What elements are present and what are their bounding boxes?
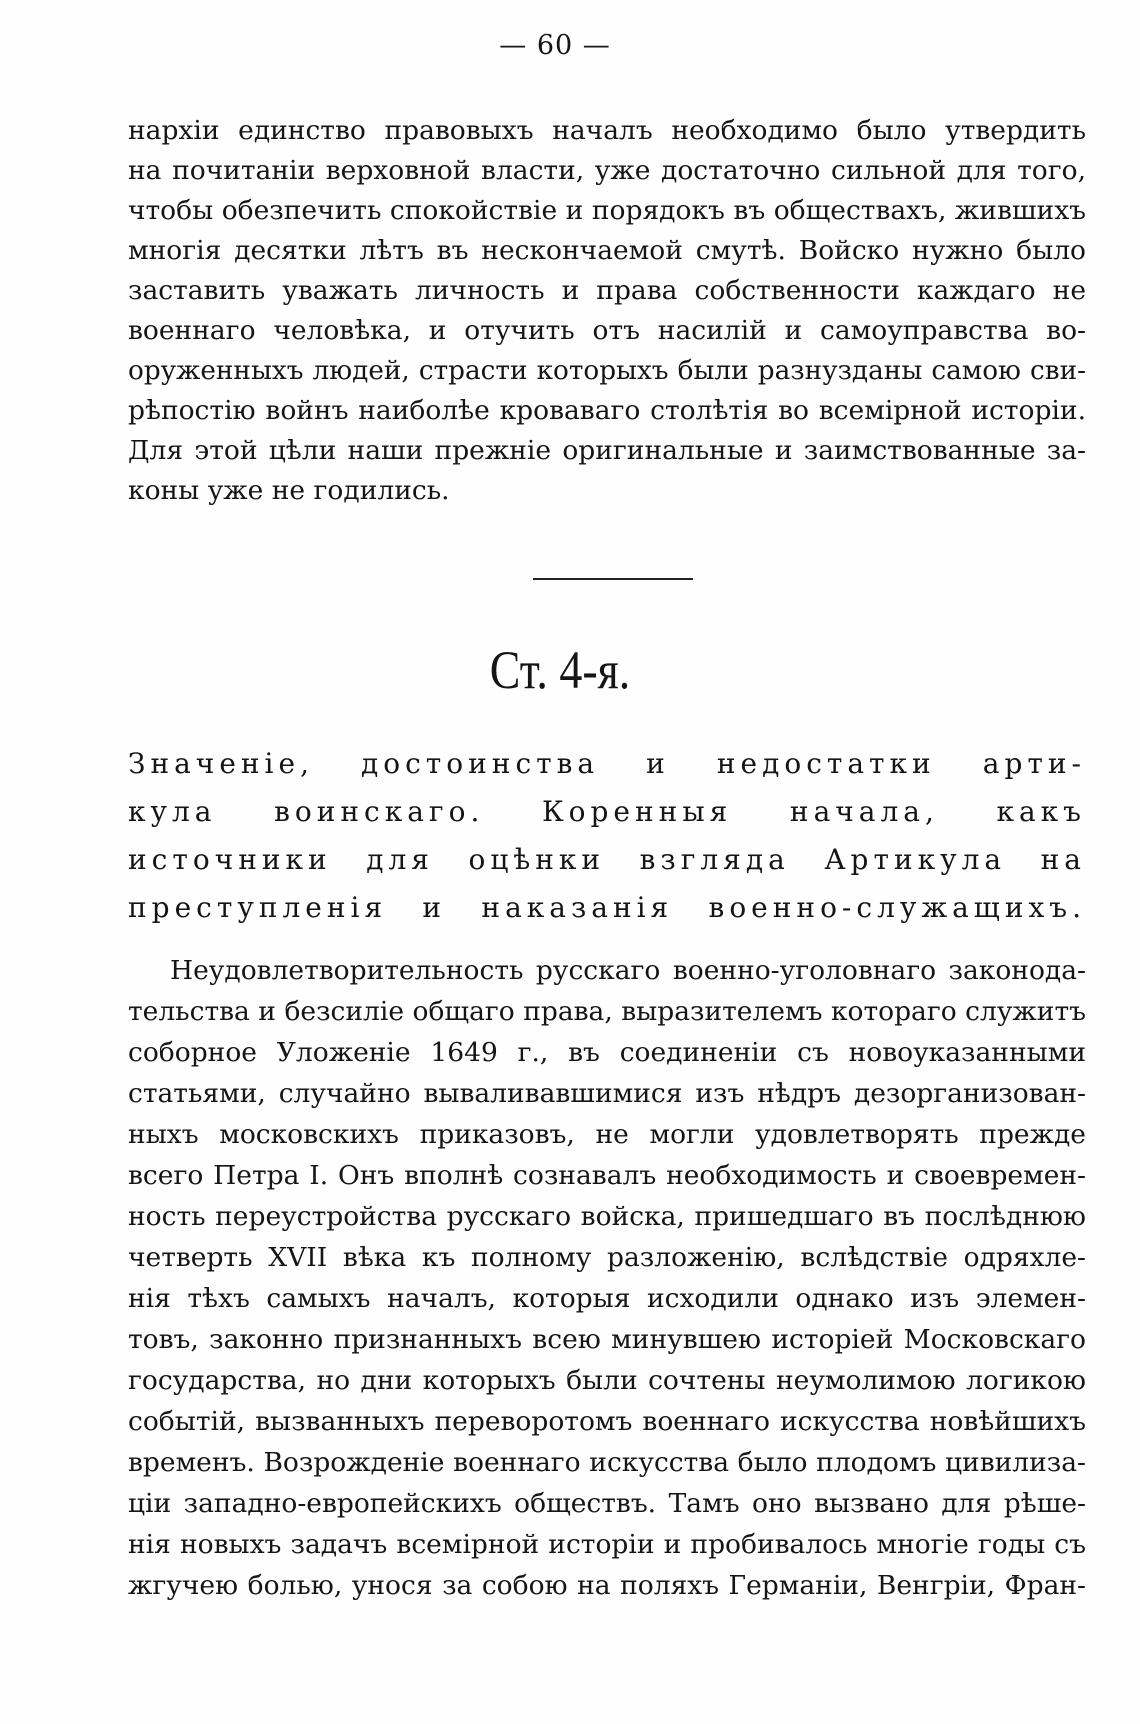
text-line: коны уже не годились. [128,475,450,506]
text-line: тельства и безсиліе общаго права, выразителемъ котораго служитъ [128,996,1086,1027]
text-line: многія десятки лѣтъ въ нескончаемой смутѣ. Войско нужно было [128,235,1086,266]
text-line: четверть XVII вѣка къ полному разложенію, вслѣдствіе одряхле- [128,1242,1086,1273]
text-line: нія тѣхъ самыхъ началъ, которыя исходили однако изъ элемен- [128,1283,1086,1314]
heading-line: источники для оцѣнки взгляда Артикула на [128,843,1086,876]
page-number: — 60 — [499,30,611,61]
continuation-paragraph [128,111,1086,511]
heading-line: кула воинскаго. Коренныя начала, какъ [128,795,1086,828]
text-line: государства, но дни которыхъ были сочтены неумолимою логикою [128,1365,1086,1396]
text-line: товъ, законно признанныхъ всею минувшею исторіей Московскаго [128,1324,1086,1355]
text-line: ность переустройства русскаго войска, пришедшаго въ послѣднюю [128,1201,1086,1232]
text-line: нархіи единство правовыхъ началъ необходимо было утвердить [128,115,1086,146]
text-line: временъ. Возрожденіе военнаго искусства было плодомъ цивилиза- [128,1447,1086,1478]
text-line: на почитаніи верховной власти, уже достаточно сильной для того, [128,155,1086,186]
text-line: ціи западно-европейскихъ обществъ. Тамъ оно вызвано для рѣше- [128,1488,1086,1519]
text-line: событій, вызванныхъ переворотомъ военнаго искусства новѣйшихъ [128,1406,1086,1437]
text-line: статьями, случайно вываливавшимися изъ нѣдръ дезорганизован- [128,1078,1086,1109]
body-paragraph [128,950,1086,1606]
heading-line: Значеніе, достоинства и недостатки арти- [128,747,1086,780]
text-line: соборное Уложеніе 1649 г., въ соединеніи съ новоуказанными [128,1037,1086,1068]
section-divider [533,578,693,580]
text-line: ныхъ московскихъ приказовъ, не могли удовлетворять прежде [128,1119,1086,1150]
text-line: жгучею болью, унося за собою на поляхъ Германіи, Венгріи, Фран- [128,1570,1086,1601]
section-heading [128,740,1086,932]
text-line: рѣпостію войнъ наиболѣе кроваваго столѣтія во всемірной исторіи. [128,395,1086,426]
text-line: военнаго человѣка, и отучить отъ насилій и самоуправства во- [128,315,1086,346]
heading-line: преступленія и наказанія военно-служащихъ. [128,891,1086,924]
text-line: чтобы обезпечить спокойствіе и порядокъ въ обществахъ, жившихъ [128,195,1086,226]
text-line: нія новыхъ задачъ всемірной исторіи и пробивалось многіе годы съ [128,1529,1086,1560]
text-line: всего Петра I. Онъ вполнѣ сознавалъ необходимость и своевремен- [128,1160,1086,1191]
text-line: заставить уважать личность и права собственности каждаго не [128,275,1086,306]
text-line: оруженныхъ людей, страсти которыхъ были разнузданы самою сви- [128,356,1086,386]
article-title: Ст. 4-я. [489,640,631,700]
text-line: Неудовлетворительность русскаго военно-уголовнаго законода- [170,955,1086,986]
text-line: Для этой цѣли наши прежніе оригинальные и заимствованные за- [128,435,1086,466]
